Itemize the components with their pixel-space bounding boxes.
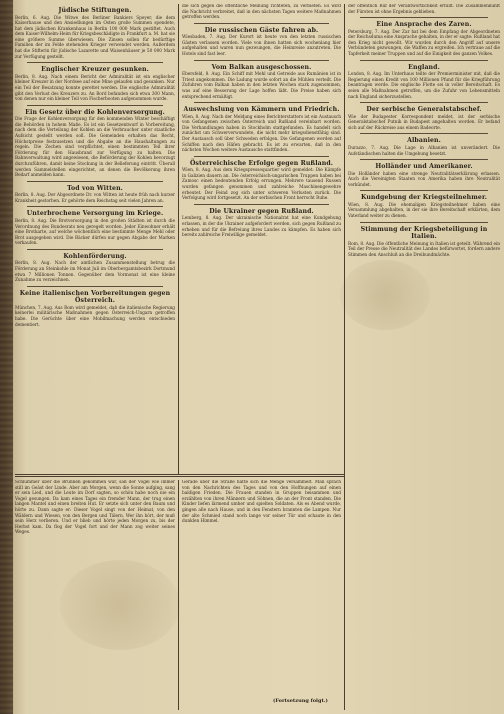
article-divider — [27, 286, 163, 287]
article-headline: Ein Gesetz über die Kohlenversorgung. — [25, 108, 165, 116]
article-headline: Englischer Kreuzer gesunken. — [41, 66, 149, 74]
feuilleton-text: Schlummer über die Brunnen gekommen war, saß der Vogel wie immer still im Geäst der Linde. Aber am Morgen, wenn die Sonne aufging, sang er sein Lied, und die Leute im Dorf sagten, so schön habe noch nie ein Vogel gesungen. Da kam eines Tages ein fremder Mann, der trug einen langen Mantel und einen breiten Hut. Er setzte sich unter den Baum und hörte zu. Dann sagte er: Dieser Vogel singt von der Heimat, von den Wäldern und Wiesen, von den Bergen und Tälern. Wer ihn hört, der muß sein Herz verlieren. Und er blieb und hörte jeden Morgen zu, bis der Herbst kam. Da flog der Vogel fort und der Mann zog weiter seines Weges. — [15, 480, 175, 536]
article-body: Wien, 8. Aug. Aus dem Kriegspressequartier wird gemeldet: Die Kämpfe in Galizien dauern an. Die österreichisch-ungarischen Truppen haben bei Zamosc einen bedeutenden Erfolg errungen. Mehrere tausend Russen wurden gefangen genommen und zahlreiche Maschinengewehre erbeutet. Der Feind zog sich unter schweren Verlusten zurück. Die Verfolgung wird fortgesetzt. An der serbischen Front herrscht Ruhe. — [182, 168, 341, 202]
article-divider — [360, 222, 488, 223]
feuilleton-text: Gerade über die Straße hatte sich die Menge versammelt. Man sprach von den Nachrichten des Tages und von den Hoffnungen auf einen baldigen Frieden. Die Frauen standen in Gruppen beisammen und erzählten von ihren Männern und Söhnen, die an der Front standen. Die Kinder liefen lärmend umher und spielten Soldaten. Als es Abend wurde, gingen alle nach Hause, und in den Fenstern brannten die Lampen. Nur der alte Schmied stand noch lange vor seiner Tür und schaute in den dunklen Himmel. — [182, 480, 341, 525]
article-body: die sich gegen die öffentliche Meinung richteten, zu verbieten. Es wird die Nachricht verbreitet, daß in den nächsten Tagen weitere Maßnahmen getroffen werden. — [182, 4, 341, 21]
article-divider — [194, 23, 329, 24]
article-headline: Die Ukrainer gegen Rußland. — [209, 207, 314, 215]
column-rule — [178, 480, 179, 710]
article-body: Wien, 8. Aug. Die ehemaligen Kriegsteilnehmer haben eine Versammlung abgehalten, in der sie ihre Bereitschaft erklärten, dem Vaterland weiter zu dienen. — [348, 202, 500, 220]
article-body: Berlin, 8. Aug. Nach der amtlichen Zusammenstellung betrug die Förderung an Steinkohle im Monat Juli im Oberbergamtsbezirk Dortmund etwa 7 Millionen Tonnen. Gegenüber dem Vormonat ist eine kleine Zunahme zu verzeichnen. — [15, 261, 175, 284]
article-divider — [27, 62, 163, 63]
article-body: Wie der Budapester Korrespondent meldet, ist der serbische Generalstabschef Putnik in Budapest angehalten worden. Er befand sich auf der Rückreise aus einem Badeorte. — [348, 114, 500, 131]
feuilleton-rule — [15, 476, 344, 477]
article-body: Lemberg, 8. Aug. Der ukrainische Nationalrat hat eine Kundgebung erlassen, in der die Ukrainer aufgefordert werden, sich gegen Rußland zu erheben und für die Befreiung ihres Landes zu kämpfen. Es haben sich bereits zahlreiche Freiwillige gemeldet. — [182, 216, 341, 239]
article-headline: Unterbrochene Versorgung im Kriege. — [26, 210, 164, 218]
article-headline: Vom Balkan ausgeschossen. — [211, 63, 312, 71]
article-body: Die Holländer haben eine strenge Neutralitätserklärung erlassen. Auch die Vereinigten Staaten von Amerika haben ihre Neutralität verkündet. — [348, 171, 500, 188]
column-rule — [344, 4, 345, 710]
column-1 — [15, 4, 175, 474]
article-headline: Keine italienischen Vorbereitungen gegen Österreich. — [19, 289, 171, 305]
feuilleton-right — [182, 480, 341, 696]
article-divider — [360, 133, 488, 134]
article-headline: Österreichische Erfolge gegen Rußland. — [189, 159, 334, 167]
newspaper-page — [15, 4, 502, 710]
article-headline: Kohlenförderung. — [63, 252, 127, 260]
article-divider — [360, 190, 488, 191]
article-divider — [194, 204, 329, 205]
column-3 — [348, 4, 500, 710]
article-divider — [360, 159, 488, 160]
article-divider — [27, 105, 163, 106]
article-divider — [194, 156, 329, 157]
article-body: München, 7. Aug. Aus Rom wird gemeldet, daß die italienische Regierung keinerlei militärische Maßnahmen gegen Österreich-Ungarn getroffen habe. Die Gerüchte über eine Mobilmachung werden entschieden dementiert. — [15, 305, 175, 328]
article-body: Rom, 8. Aug. Die öffentliche Meinung in Italien ist geteilt. Während ein Teil der Presse die Neutralität des Landes befürwortet, fordern andere Stimmen den Anschluß an die Dreibundmächte. — [348, 241, 500, 258]
article-divider — [194, 60, 329, 61]
article-body: Berlin, 8. Aug. Der Abgeordnete Dr. von Witten ist heute früh nach kurzer Krankheit gestorben. Er gehörte dem Reichstag seit vielen Jahren an. — [15, 193, 175, 204]
book-binding-edge — [0, 0, 13, 714]
article-headline: Eine Ansprache des Zaren. — [376, 21, 472, 29]
article-body: Berlin, 8. Aug. Nach einem Bericht der Admiralität ist ein englischer kleiner Kreuzer in der Nordsee auf eine Mine gelaufen und gesunken. Nur ein Teil der Besatzung konnte gerettet werden. Die englische Admiralität gibt den Verlust des Kreuzers zu. An Bord befanden sich etwa 300 Mann, von denen nur ein kleiner Teil von Fischerbooten aufgenommen wurde. — [15, 74, 175, 103]
article-headline: Auswechslung von Kämmern und Friedrich. — [183, 106, 340, 114]
article-divider — [360, 102, 488, 103]
article-body: Wiesbaden, 7. Aug. Der Kurort ist heute von den letzten russischen Gästen verlassen worden. Viele von ihnen hatten sich wochenlang hier aufgehalten und waren nun gezwungen, die Heimreise anzutreten. Die Hotels sind fast leer. — [182, 35, 341, 58]
article-body: Die Frage der Kohlenversorgung für den kommenden Winter beschäftigt die Behörden in hohem Maße. Es ist ein Gesetzentwurf in Vorbereitung, nach dem die Verteilung der Kohlen an die Verbraucher unter staatliche Aufsicht gestellt werden soll. Die Gemeinden erhalten das Recht, Höchstpreise festzusetzen und die Abgabe an die Haushaltungen zu regeln. Die Zechen sind verpflichtet, einen bestimmten Teil ihrer Förderung für den Hausbrand zur Verfügung zu halten. Die Bahnverwaltung wird angewiesen, die Beförderung der Kohlen bevorzugt durchzuführen, damit keine Stockung in der Belieferung eintritt. Überall werden Sammelstellen eingerichtet, an denen die Bevölkerung ihren Bedarf anmelden kann. — [15, 117, 175, 179]
article-headline: Holländer und Amerikaner. — [375, 163, 473, 171]
article-headline: Der serbische Generalstabschef. — [366, 106, 482, 114]
article-headline: England. — [408, 63, 440, 71]
column-rule — [178, 4, 179, 474]
article-divider — [27, 181, 163, 182]
article-headline: Kundgebung der Kriegsteilnehmer. — [360, 194, 487, 202]
article-headline: Jüdische Stiftungen. — [58, 7, 132, 14]
continuation-note: (Fortsetzung folgt.) — [273, 698, 328, 704]
article-body: der öffentlich Ruf der Verantwortlichkeit erfüllt. Die Zusammenkunft der Fürsten ist ohne Ergebnis geblieben. — [348, 4, 500, 15]
article-headline: Albanien. — [407, 137, 441, 145]
feuilleton-left — [15, 480, 175, 710]
article-divider — [360, 17, 488, 18]
article-headline: Tod von Witten. — [67, 184, 123, 192]
article-body: Ebersfeld, 8. Aug. Ein Schiff mit Mehl und Getreide aus Rumänien ist in Triest angekommen. Die Ladung wurde sofort an die Mühlen verteilt. Die Zufuhren vom Balkan haben in den letzten Wochen stark zugenommen, was auf eine Besserung der Lage hoffen läßt. Die Preise haben sich entsprechend ermäßigt. — [182, 72, 341, 100]
article-body: Berlin, 8. Aug. Die Brotversorgung in den großen Städten ist durch die Verordnung des Bundesrats neu geregelt worden. Jeder Einwohner erhält eine Brotkarte, auf welche wöchentlich eine bestimmte Menge Mehl oder Brot ausgegeben wird. Die Bäcker dürfen nur gegen Abgabe der Marken verkaufen. — [15, 218, 175, 247]
article-divider — [27, 206, 163, 207]
article-body: Petersburg, 7. Aug. Der Zar hat bei dem Empfang der Abgeordneten der Reichsduma eine Ansprache gehalten, in der er sagte: Rußland hat den Krieg nicht gewollt. Wir wurden durch den Angriff auf unsere Verbündeten gezwungen, die Waffen zu ergreifen. Ich vertraue auf die Tapferkeit meiner Truppen und auf die Einigkeit des ganzen Volkes. — [348, 29, 500, 58]
article-body: Durazzo, 7. Aug. Die Lage in Albanien ist unverändert. Die Aufständischen halten die Umgebung besetzt. — [348, 145, 500, 157]
article-divider — [360, 60, 488, 61]
column-2 — [182, 4, 341, 474]
article-body: London, 8. Aug. Im Unterhaus teilte der Premierminister mit, daß die Regierung einen Kredit von 100 Millionen Pfund für die Kriegführung beantragen werde. Die englische Flotte sei in voller Bereitschaft. Es seien alle Maßnahmen getroffen, um die Zufuhr von Lebensmitteln nach England sicherzustellen. — [348, 72, 500, 100]
feuilleton-rule — [15, 474, 344, 475]
article-headline: Stimmung der Kriegsbeteiligung in Italien. — [360, 225, 488, 241]
article-body: Berlin, 6. Aug. Die Witwe des Berliner Bankiers Speyer, die dem Kaiserhause und den Ansiedlungen im Osten große Summen spendete, hat dem jüdischen Krankenhaus in Berlin 100 000 Mark gestiftet. Auch dem Kaiser-Wilhelm-Heim für Kriegsbeschädigte in Frankfurt a. M. hat sie eine größere Summe überwiesen. Die Zinsen sollen für bedürftige Familien der im Felde stehenden Krieger verwendet werden. Außerdem hat die Stifterin für jüdische Lazarette und Waisenhäuser je 50 000 Mark zur Verfügung gestellt. — [15, 15, 175, 60]
article-divider — [27, 249, 163, 250]
article-body: Wien, 8. Aug. Nach der Meldung eines Berichterstatters ist ein Austausch von Gefangenen zwischen Österreich und Rußland vereinbart worden. Die Verhandlungen haben in Stockholm stattgefunden. Es handelt sich zunächst um Schwerverwundete, die nicht mehr kriegsdienstfähig sind. Der Austausch soll über Schweden erfolgen. Die Gefangenen werden auf Schiffen nach den Häfen gebracht. Es ist zu erwarten, daß in den nächsten Wochen weitere Austausche stattfinden. — [182, 114, 341, 154]
article-divider — [194, 102, 329, 103]
article-headline: Die russischen Gäste fahren ab. — [204, 26, 319, 34]
